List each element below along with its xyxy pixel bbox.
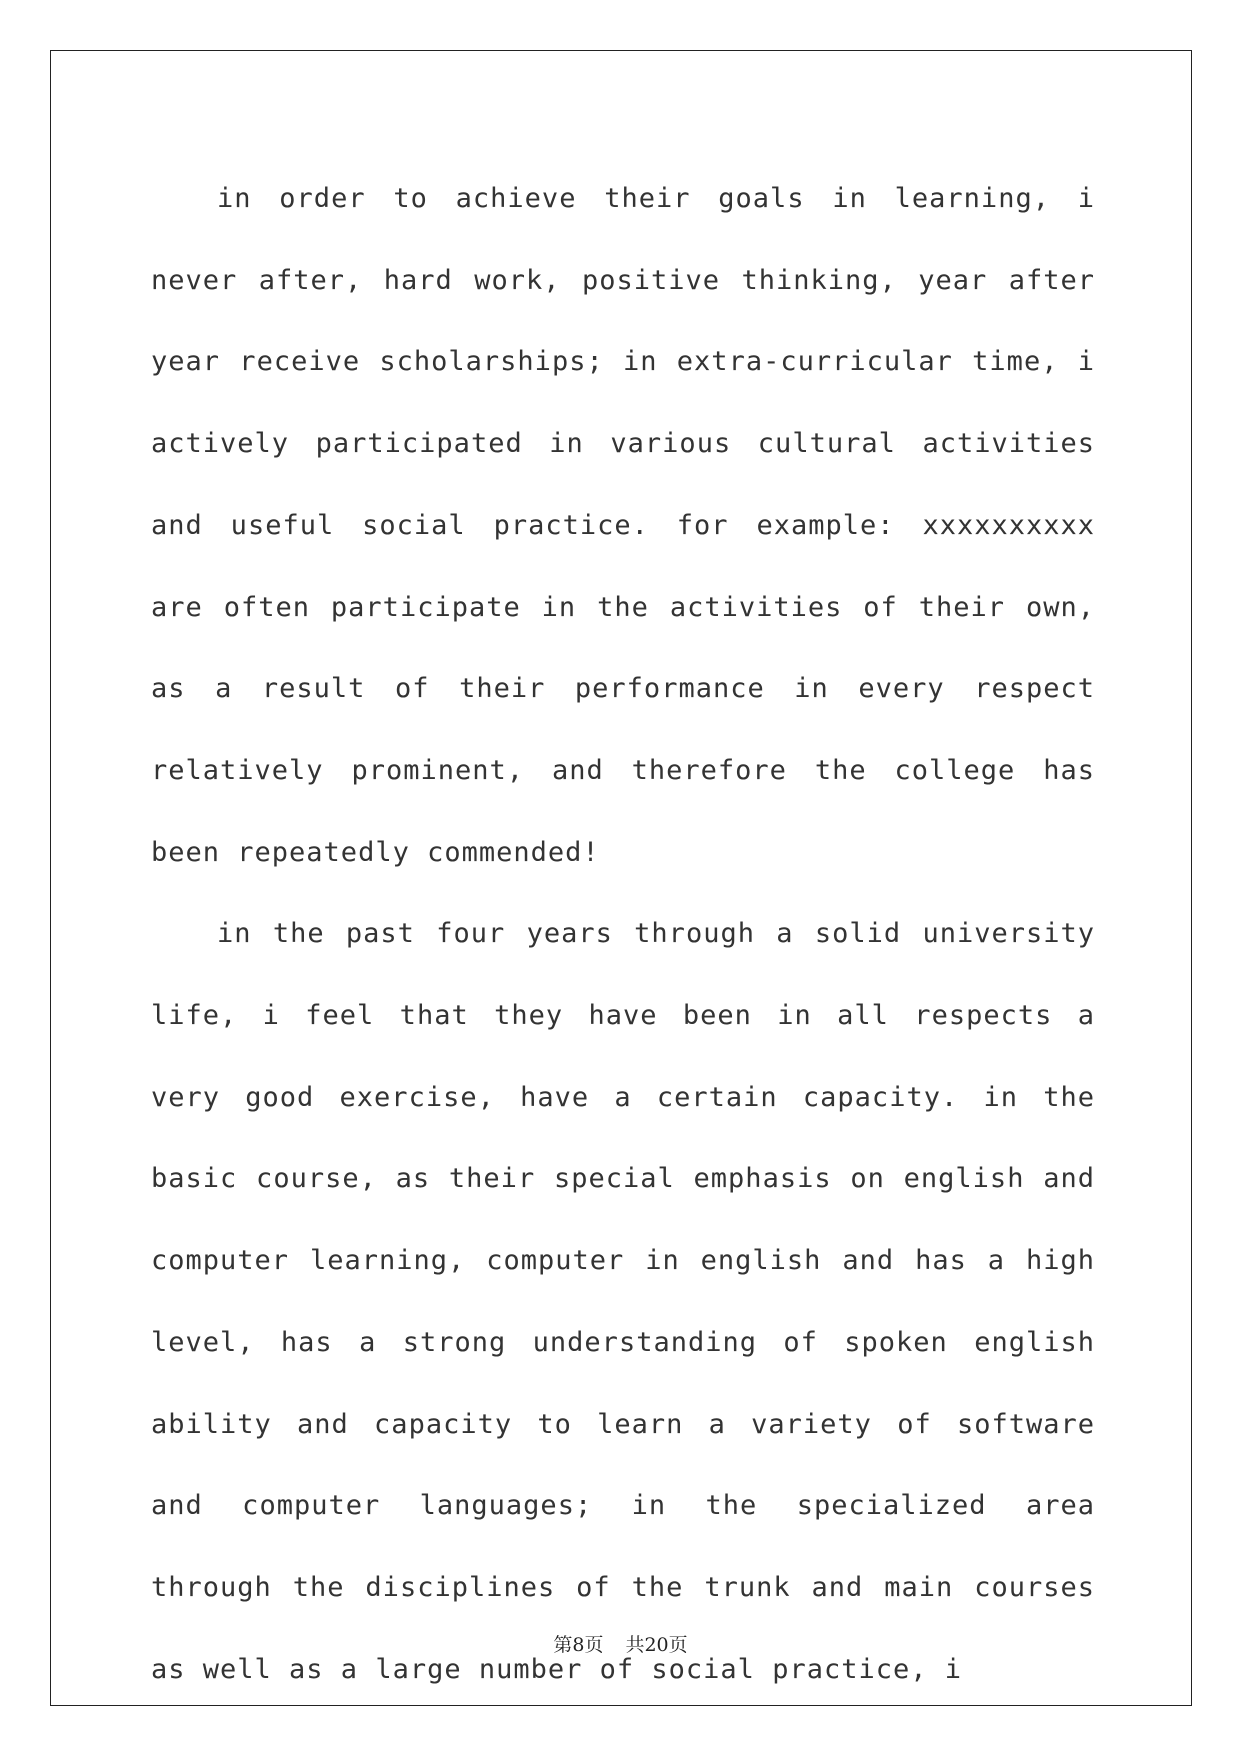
paragraph: in the past four years through a solid university life, i feel that they have been in all respects a very good exercise, have a certain capacity. in the basic course, as their special emphasis on english and computer learning, computer in english and has a high level, has a strong understanding of spoken english ability and capacity to learn a variety of software and computer languages; in the specialized area through the disciplines of the trunk and main courses as well as a large number of social practice, i <box>151 918 1095 1685</box>
paragraph: in order to achieve their goals in learning, i never after, hard work, positive thinking, year after year receive scholarships; in extra-curricular time, i actively participated in various cultural activities and useful social practice. for example: xxxxxxxxxx are often participate in the activities of their own, as a result of their performance in every respect relatively prominent, and therefore the college has been repeatedly commended! <box>151 183 1095 868</box>
page-total: 共20页 <box>625 1634 688 1656</box>
page-footer <box>0 1630 1241 1657</box>
document-body <box>151 158 1095 1710</box>
page-number: 第8页 <box>553 1634 604 1656</box>
